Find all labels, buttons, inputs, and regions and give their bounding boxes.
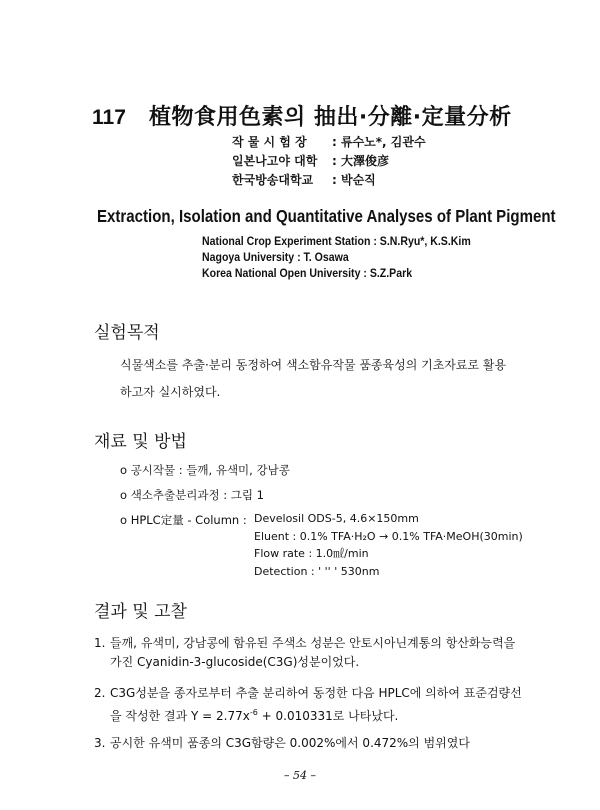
abstract-number: 117 [92, 106, 126, 129]
hplc-conditions [254, 510, 523, 580]
institution: 일본나고야 대학 [232, 154, 318, 168]
result-item [94, 634, 515, 672]
institution: 작 물 시 험 장 [232, 135, 307, 149]
korean-authors [232, 133, 426, 190]
page-number: – 54 – [284, 769, 316, 782]
result-text: C3G성분을 종자로부터 추출 분리하여 동정한 다음 HPLC에 의하여 표준검량선 [110, 686, 522, 700]
korean-author-row [232, 152, 426, 171]
results-heading: 결과 및 고찰 [94, 602, 187, 622]
objective-heading: 실험목적 [94, 323, 160, 343]
hplc-detection: Detection : ' '' ' 530nm [254, 564, 380, 578]
hplc-eluent: Eluent : 0.1% TFA·H₂O → 0.1% TFA·MeOH(30min) [254, 529, 523, 543]
method-item: o 공시작물 : 들깨, 유색미, 강남콩 [120, 463, 290, 477]
author-names: : 박순직 [332, 173, 376, 187]
result-text: + 0.010331로 나타났다. [257, 709, 399, 723]
methods-heading: 재료 및 방법 [94, 432, 187, 452]
korean-author-row [232, 133, 426, 152]
result-item [94, 734, 470, 753]
result-text: 공시한 유색미 품종의 C3G함량은 0.002%에서 0.472%의 범위였다 [110, 736, 470, 750]
result-item [94, 684, 522, 726]
method-item-hplc: o HPLC定量 - Column : [120, 513, 247, 527]
korean-author-row [232, 171, 426, 190]
result-number: 3. [94, 736, 106, 750]
result-text: 을 작성한 결과 Y = 2.77x [110, 709, 250, 723]
objective-line: 식물색소를 추출·분리 동정하여 색소함유작물 품종육성의 기초자료로 활용 [120, 358, 507, 372]
title-row [92, 100, 512, 131]
korean-title: 植物食用色素의 抽出·分離·定量分析 [148, 105, 512, 130]
exponent: -6 [249, 708, 258, 717]
result-number: 1. [94, 636, 106, 650]
method-item: o 색소추출분리과정 : 그림 1 [120, 488, 264, 502]
result-text: 들깨, 유색미, 강남콩에 함유된 주색소 성분은 안토시아닌계통의 항산화능력을 [110, 636, 516, 650]
hplc-column: Develosil ODS-5, 4.6×150mm [254, 512, 419, 525]
institution: 한국방송대학교 [232, 173, 314, 187]
english-author-line: National Crop Experiment Station : S.N.Ryu*, K.S.Kim [202, 234, 471, 248]
result-number: 2. [94, 686, 106, 700]
english-authors [202, 233, 471, 281]
hplc-flow-rate: Flow rate : 1.0㎖/min [254, 547, 369, 560]
author-names: : 류수노*, 김관수 [332, 135, 426, 149]
english-title: Extraction, Isolation and Quantitative Analyses of Plant Pigment [97, 206, 556, 226]
english-author-line: Korea National Open University : S.Z.Park [202, 266, 413, 280]
objective-line: 하고자 실시하였다. [120, 385, 221, 399]
english-author-line: Nagoya University : T. Osawa [202, 250, 349, 264]
author-names: : 大澤俊彦 [332, 154, 389, 168]
result-text: 가진 Cyanidin-3-glucoside(C3G)성분이었다. [110, 655, 360, 669]
